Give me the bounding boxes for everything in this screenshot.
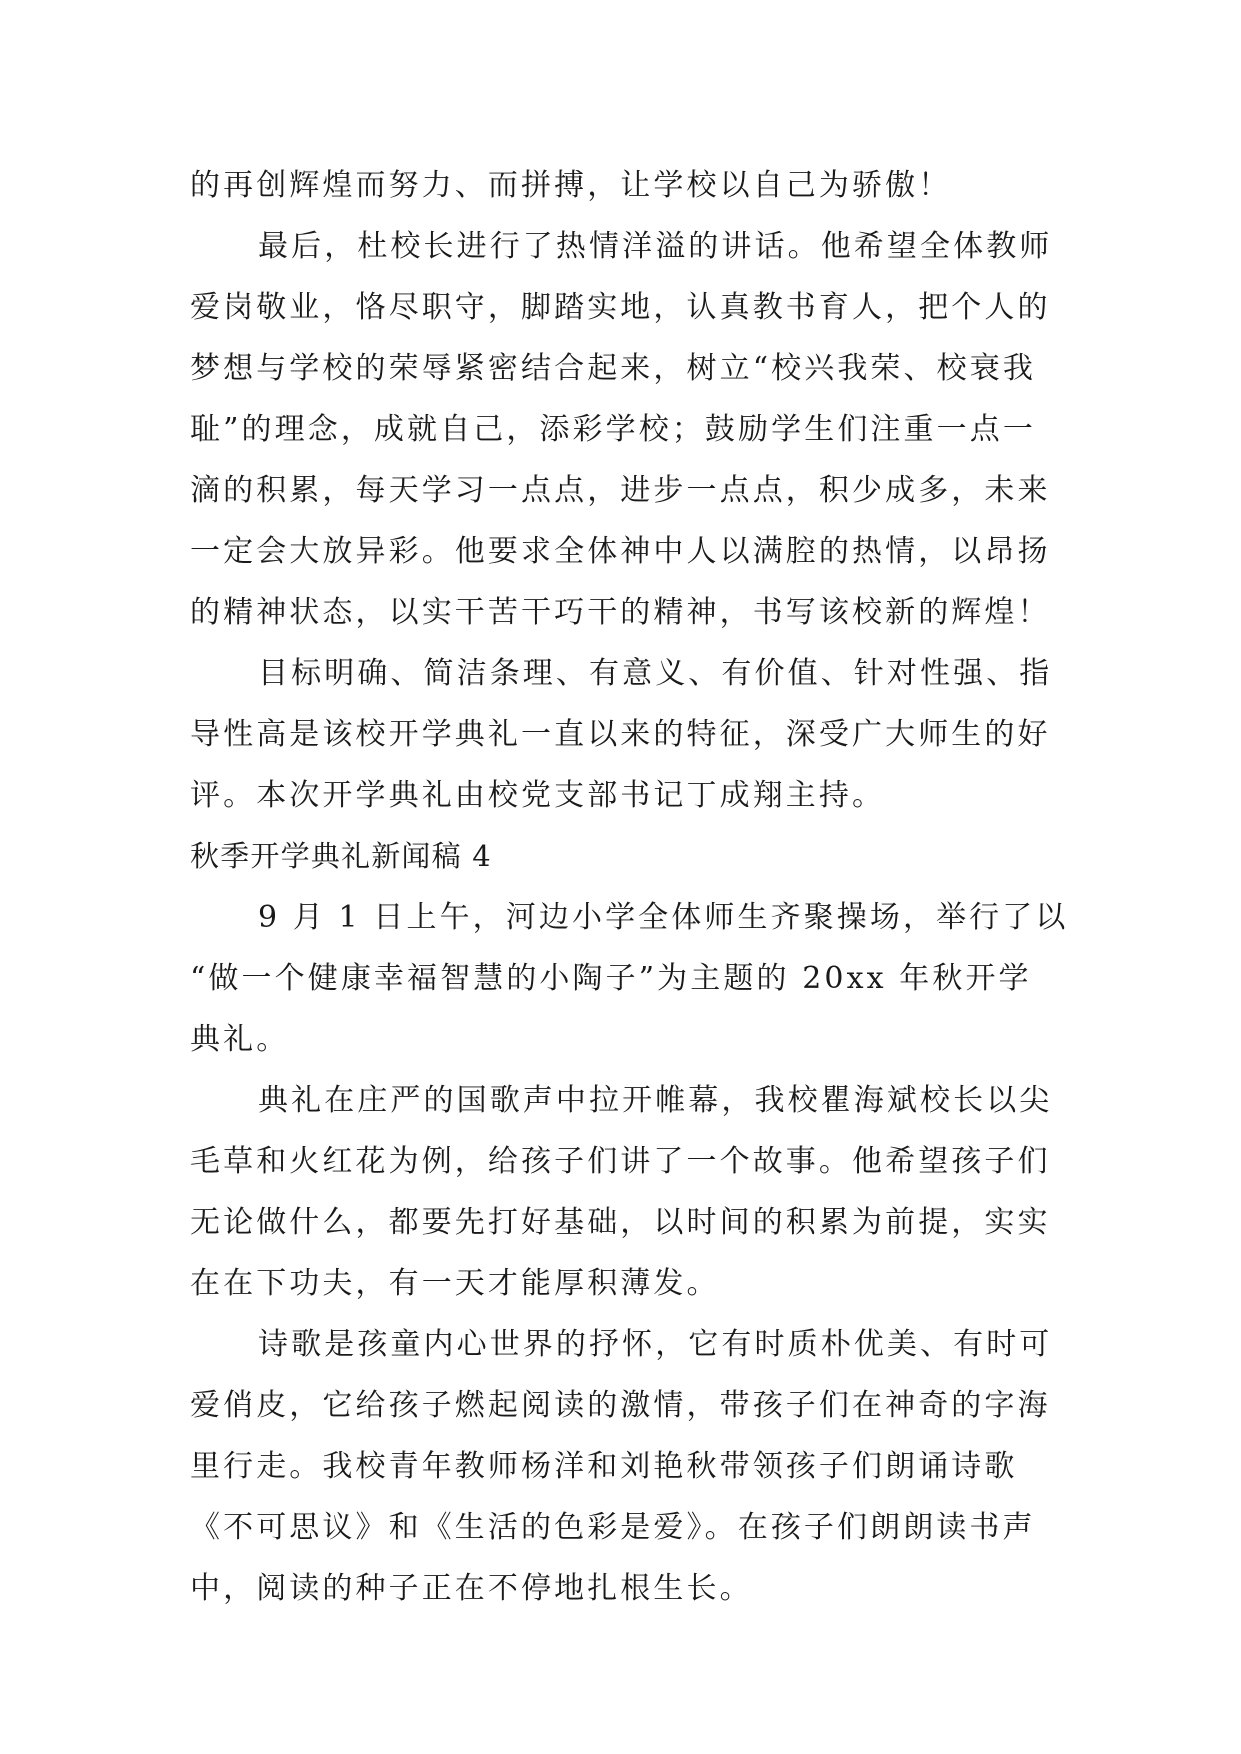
text-line: 导性高是该校开学典礼一直以来的特征，深受广大师生的好: [190, 717, 1051, 752]
text-line: 的再创辉煌而努力、而拼搏，让学校以自己为骄傲！: [190, 168, 952, 203]
paragraph-start-line: 最后，杜校长进行了热情洋溢的讲话。他希望全体教师: [258, 229, 1053, 264]
text-line: 爱俏皮，它给孩子燃起阅读的激情，带孩子们在神奇的字海: [190, 1388, 1051, 1423]
text-line: 《不可思议》和《生活的色彩是爱》。在孩子们朗朗读书声: [190, 1510, 1036, 1545]
text-line: 耻”的理念，成就自己，添彩学校；鼓励学生们注重一点一: [190, 412, 1036, 447]
text-line: 在在下功夫，有一天才能厚积薄发。: [190, 1266, 720, 1301]
text-line: 里行走。我校青年教师杨洋和刘艳秋带领孩子们朗诵诗歌: [190, 1449, 1018, 1484]
text-line: 梦想与学校的荣辱紧密结合起来，树立“校兴我荣、校衰我: [190, 351, 1036, 386]
article-body: [190, 155, 1069, 1619]
text-line: 中，阅读的种子正在不停地扎根生长。: [190, 1571, 753, 1606]
section-title: 秋季开学典礼新闻稿 4: [190, 839, 492, 873]
text-line: 滴的积累，每天学习一点点，进步一点点，积少成多，未来: [190, 473, 1051, 508]
paragraph-start-line: 9 月 1 日上午，河边小学全体师生齐聚操场，举行了以: [258, 900, 1069, 935]
paragraph-start-line: 典礼在庄严的国歌声中拉开帷幕，我校瞿海斌校长以尖: [258, 1083, 1053, 1118]
paragraph-start-line: 诗歌是孩童内心世界的抒怀，它有时质朴优美、有时可: [258, 1327, 1053, 1362]
text-line: 毛草和火红花为例，给孩子们讲了一个故事。他希望孩子们: [190, 1144, 1051, 1179]
paragraph-start-line: 目标明确、简洁条理、有意义、有价值、针对性强、指: [258, 656, 1053, 691]
text-line: 的精神状态，以实干苦干巧干的精神，书写该校新的辉煌！: [190, 595, 1051, 630]
text-line: 爱岗敬业，恪尽职守，脚踏实地，认真教书育人，把个人的: [190, 290, 1051, 325]
text-line: 典礼。: [190, 1022, 290, 1057]
text-line: “做一个健康幸福智慧的小陶子”为主题的 20xx 年秋开学: [190, 961, 1032, 996]
text-line: 一定会大放异彩。他要求全体神中人以满腔的热情，以昂扬: [190, 534, 1051, 569]
text-line: 评。本次开学典礼由校党支部书记丁成翔主持。: [190, 778, 886, 813]
text-line: 无论做什么，都要先打好基础，以时间的积累为前提，实实: [190, 1205, 1051, 1240]
